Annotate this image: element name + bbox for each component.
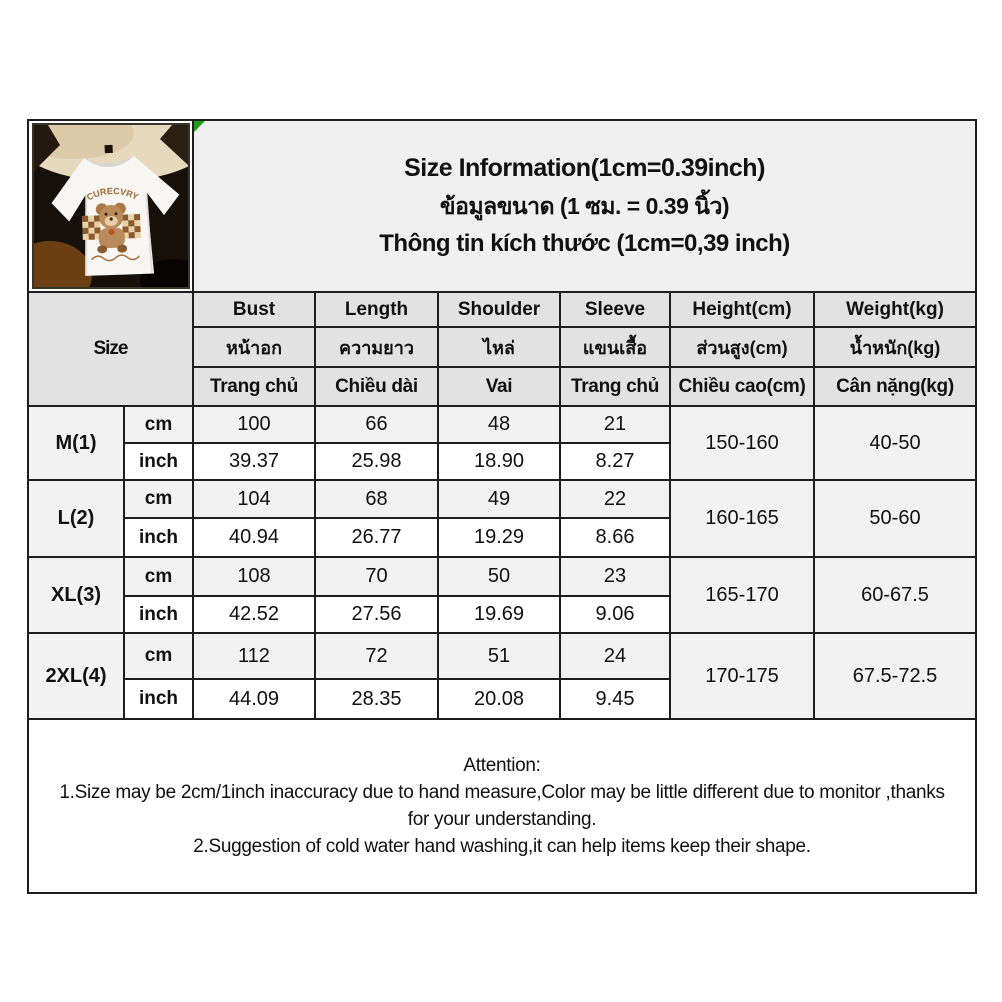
weight-cell-2xl4: 67.5-72.5 <box>814 633 976 719</box>
data-cell: 28.35 <box>315 679 438 719</box>
data-cell: 23 <box>560 557 670 596</box>
data-cell: 50 <box>438 557 560 596</box>
data-cell: 104 <box>193 480 315 518</box>
height-cell-2xl4: 170-175 <box>670 633 814 719</box>
title-line-vi: Thông tin kích thước (1cm=0,39 inch) <box>379 230 790 257</box>
data-cell: 51 <box>438 633 560 679</box>
data-cell: 100 <box>193 406 315 443</box>
title-block <box>193 120 976 292</box>
col-header-length-th: ความยาว <box>315 327 438 367</box>
checker-right <box>121 214 140 239</box>
unit-label: cm <box>124 406 193 443</box>
col-header-height-th: ส่วนสูง(cm) <box>670 327 814 367</box>
size-header-cell: Size <box>28 292 193 406</box>
data-cell: 22 <box>560 480 670 518</box>
data-cell: 19.69 <box>438 596 560 633</box>
size-label-xl3: XL(3) <box>28 557 124 633</box>
size-table <box>27 119 977 894</box>
top-row <box>28 120 976 292</box>
col-header-length: Length <box>315 292 438 327</box>
row-2xl4-cm <box>28 633 976 679</box>
unit-label: inch <box>124 596 193 633</box>
data-cell: 21 <box>560 406 670 443</box>
unit-label: inch <box>124 679 193 719</box>
weight-cell-m1: 40-50 <box>814 406 976 480</box>
attention-line: 2.Suggestion of cold water hand washing,it can help items keep their shape. <box>193 836 811 857</box>
col-header-bust: Bust <box>193 292 315 327</box>
col-header-sleeve-th: แขนเสื้อ <box>560 327 670 367</box>
row-l2-cm <box>28 480 976 518</box>
data-cell: 42.52 <box>193 596 315 633</box>
size-label-2xl4: 2XL(4) <box>28 633 124 719</box>
green-corner-marker-icon <box>194 121 205 132</box>
col-header-length-vi: Chiều dài <box>315 367 438 406</box>
data-cell: 26.77 <box>315 518 438 557</box>
data-cell: 8.66 <box>560 518 670 557</box>
data-cell: 40.94 <box>193 518 315 557</box>
data-cell: 9.06 <box>560 596 670 633</box>
col-header-sleeve: Sleeve <box>560 292 670 327</box>
data-cell: 19.29 <box>438 518 560 557</box>
product-photo <box>32 123 190 289</box>
size-label-m1: M(1) <box>28 406 124 480</box>
col-header-weight: Weight(kg) <box>814 292 976 327</box>
data-cell: 68 <box>315 480 438 518</box>
data-cell: 66 <box>315 406 438 443</box>
attention-line: 1.Size may be 2cm/1inch inaccuracy due to hand measure,Color may be little different due to monitor ,thanks <box>59 782 945 803</box>
data-cell: 70 <box>315 557 438 596</box>
col-header-height: Height(cm) <box>670 292 814 327</box>
data-cell: 39.37 <box>193 443 315 480</box>
col-header-bust-th: หน้าอก <box>193 327 315 367</box>
row-m1-cm <box>28 406 976 443</box>
unit-label: cm <box>124 480 193 518</box>
height-cell-l2: 160-165 <box>670 480 814 557</box>
data-cell: 108 <box>193 557 315 596</box>
col-header-weight-th: น้ำหนัก(kg) <box>814 327 976 367</box>
col-header-sleeve-vi: Trang chủ <box>560 367 670 406</box>
title-line-en: Size Information(1cm=0.39inch) <box>404 154 765 182</box>
data-cell: 9.45 <box>560 679 670 719</box>
row-xl3-cm <box>28 557 976 596</box>
data-cell: 18.90 <box>438 443 560 480</box>
data-cell: 24 <box>560 633 670 679</box>
col-header-height-vi: Chiều cao(cm) <box>670 367 814 406</box>
header-row-en <box>28 292 976 327</box>
unit-label: cm <box>124 633 193 679</box>
data-cell: 49 <box>438 480 560 518</box>
weight-cell-xl3: 60-67.5 <box>814 557 976 633</box>
photo-cell <box>28 120 193 292</box>
attention-heading: Attention: <box>463 755 541 776</box>
size-label-l2: L(2) <box>28 480 124 557</box>
attention-row <box>28 719 976 893</box>
unit-label: inch <box>124 518 193 557</box>
data-cell: 8.27 <box>560 443 670 480</box>
col-header-shoulder-th: ไหล่ <box>438 327 560 367</box>
data-cell: 20.08 <box>438 679 560 719</box>
weight-cell-l2: 50-60 <box>814 480 976 557</box>
attention-line: for your understanding. <box>407 809 597 830</box>
shirt-print-text: CURECVRY <box>84 185 140 203</box>
tshirt-photo-illustration <box>34 125 188 287</box>
data-cell: 48 <box>438 406 560 443</box>
col-header-shoulder-vi: Vai <box>438 367 560 406</box>
col-header-bust-vi: Trang chủ <box>193 367 315 406</box>
unit-label: inch <box>124 443 193 480</box>
title-line-th: ข้อมูลขนาด (1 ซม. = 0.39 นิ้ว) <box>439 193 730 219</box>
data-cell: 72 <box>315 633 438 679</box>
attention-note <box>28 719 976 893</box>
data-cell: 112 <box>193 633 315 679</box>
unit-label: cm <box>124 557 193 596</box>
col-header-weight-vi: Cân nặng(kg) <box>814 367 976 406</box>
checker-left <box>82 215 101 240</box>
col-header-shoulder: Shoulder <box>438 292 560 327</box>
data-cell: 25.98 <box>315 443 438 480</box>
data-cell: 27.56 <box>315 596 438 633</box>
height-cell-m1: 150-160 <box>670 406 814 480</box>
height-cell-xl3: 165-170 <box>670 557 814 633</box>
data-cell: 44.09 <box>193 679 315 719</box>
